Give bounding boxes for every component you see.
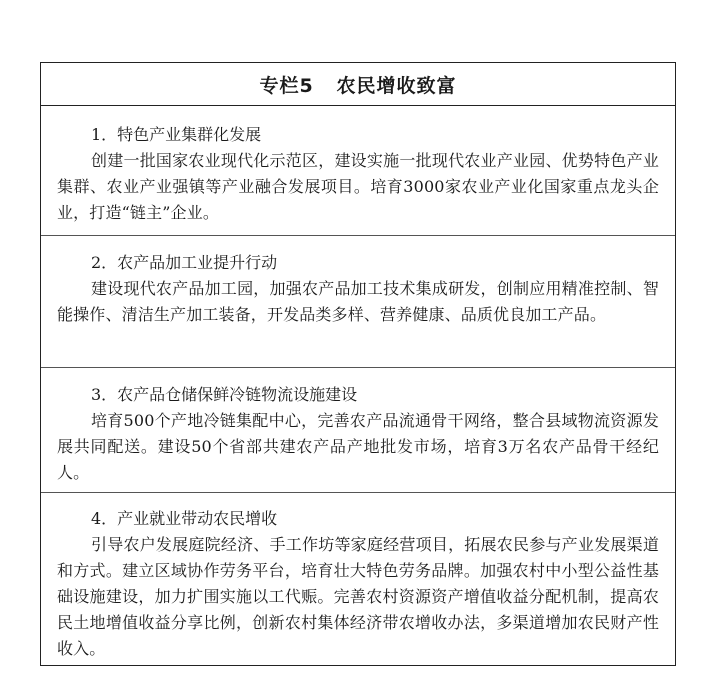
section-1 — [41, 106, 675, 236]
column-title: 专栏5 农民增收致富 — [41, 63, 675, 106]
section-heading: 1．特色产业集群化发展 — [91, 125, 262, 144]
section-body: 培育500个产地冷链集配中心，完善农产品流通骨干网络，整合县域物流资源发展共同配送。建设50个省部共建农产品产地批发市场，培育3万名农产品骨干经纪人。 — [57, 411, 659, 482]
section-body: 创建一批国家农业现代化示范区，建设实施一批现代农业产业园、优势特色产业集群、农业产业强镇等产业融合发展项目。培育3000家农业产业化国家重点龙头企业，打造“链主”企业。 — [57, 151, 659, 222]
section-2 — [41, 236, 675, 368]
section-heading: 2．农产品加工业提升行动 — [91, 253, 278, 272]
section-4 — [41, 493, 675, 662]
section-heading: 4．产业就业带动农民增收 — [91, 509, 278, 528]
section-body: 建设现代农产品加工园，加强农产品加工技术集成研发，创制应用精准控制、智能操作、清洁生产加工装备，开发品类多样、营养健康、品质优良加工产品。 — [57, 279, 659, 324]
section-body: 引导农户发展庭院经济、手工作坊等家庭经营项目，拓展农民参与产业发展渠道和方式。建立区域协作劳务平台，培育壮大特色劳务品牌。加强农村中小型公益性基础设施建设，加力扩围实施以工代赈。完善农村资源资产增值收益分配机制，提高农民土地增值收益分享比例，创新农村集体经济带农增收办法，多渠道增加农民财产性收入。 — [57, 535, 659, 658]
section-3 — [41, 368, 675, 493]
section-heading: 3．农产品仓储保鲜冷链物流设施建设 — [91, 385, 358, 404]
column-box — [40, 62, 676, 666]
